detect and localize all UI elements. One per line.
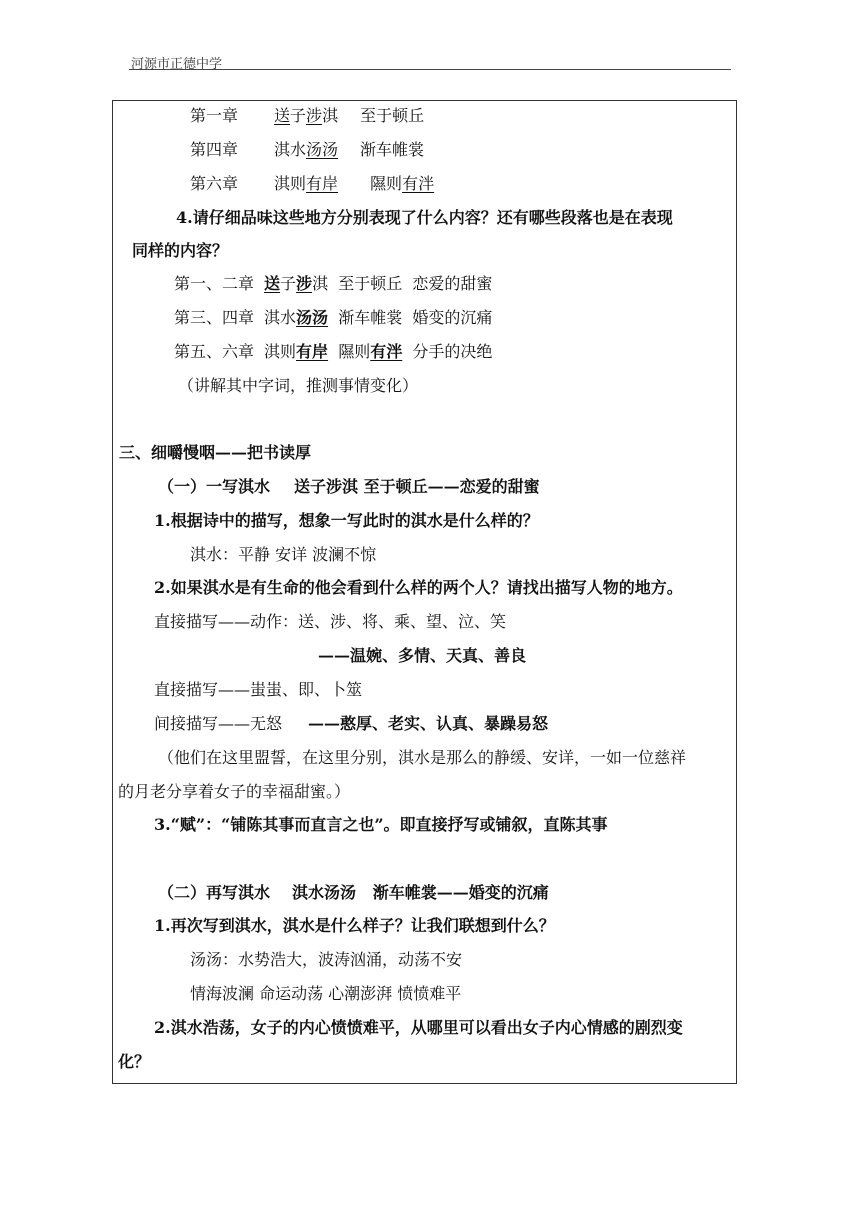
chapter-label: 第一、二章 — [174, 274, 255, 293]
chapter-4-line — [190, 140, 424, 160]
text: 间接描写——无怒 — [154, 714, 283, 733]
header-divider — [129, 69, 731, 70]
chapter-6-line — [190, 174, 434, 194]
text: 淇 — [322, 106, 339, 125]
s1-answer-1: 淇水：平静 安详 波澜不惊 — [190, 545, 377, 564]
text: 淇则 — [264, 342, 297, 361]
subsection-2-heading — [158, 883, 549, 903]
text: 隰则 — [328, 342, 371, 361]
s2-answer-1: 汤汤：水势浩大，波涛汹涌，动荡不安 — [190, 950, 463, 969]
s1-direct-desc-1: 直接描写——动作：送、涉、将、乘、望、泣、笑 — [154, 612, 507, 631]
text: 淇水 — [264, 308, 297, 327]
keyword-underlined: 有泮 — [370, 342, 403, 361]
keyword-underlined: 汤汤 — [296, 308, 329, 327]
text: 至于顿丘 — [360, 106, 425, 125]
text: 子 — [280, 274, 297, 293]
s2-question-2-line1: 2.淇水浩荡，女子的内心愤愤难平，从哪里可以看出女子内心情感的剧烈变 — [154, 1018, 683, 1037]
subsection-subtitle: 淇水汤汤 渐车帷裳——婚变的沉痛 — [292, 883, 549, 902]
keyword-underlined: 有岸 — [306, 174, 339, 193]
text: 淇水 — [274, 140, 307, 159]
text: 淇则 — [274, 174, 307, 193]
chapter-label: 第三、四章 — [174, 308, 255, 327]
teaching-note: （讲解其中字词，推测事情变化） — [178, 376, 419, 395]
keyword-underlined: 涉 — [306, 106, 323, 125]
answer-ch5-6 — [174, 342, 492, 362]
text: 隰则 — [370, 174, 403, 193]
s1-question-3: 3.“赋”：“铺陈其事而直言之也”。即直接抒写或铺叙，直陈其事 — [154, 815, 608, 834]
s1-direct-desc-2: 直接描写——蚩蚩、即、卜筮 — [154, 680, 363, 699]
subsection-title: （二）再写淇水 — [158, 883, 271, 902]
s1-question-1: 1.根据诗中的描写，想象一写此时的淇水是什么样的？ — [154, 511, 539, 530]
chapter-label: 第五、六章 — [174, 342, 255, 361]
s2-question-1: 1.再次写到淇水，淇水是什么样子？让我们联想到什么？ — [154, 916, 555, 935]
text: 渐车帷裳 — [360, 140, 425, 159]
question-4-line1: 4.请仔细品味这些地方分别表现了什么内容？还有哪些段落也是在表现 — [176, 208, 673, 227]
text: 渐车帷裳 婚变的沉痛 — [328, 308, 493, 327]
s1-indirect-desc — [154, 714, 548, 734]
keyword-underlined: 汤汤 — [306, 140, 339, 159]
header-school-name: 河源市正德中学 — [131, 57, 223, 72]
text: 子 — [290, 106, 307, 125]
s1-paragraph-line1: （他们在这里盟誓，在这里分别，淇水是那么的静缓、安详，一如一位慈祥 — [158, 748, 687, 767]
subsection-title: （一）一写淇水 — [158, 477, 271, 496]
s1-question-2: 2.如果淇水是有生命的他会看到什么样的两个人？请找出描写人物的地方。 — [154, 578, 683, 597]
text: 淇 至于顿丘 恋爱的甜蜜 — [312, 274, 493, 293]
s1-paragraph-line2: 的月老分享着女子的幸福甜蜜。） — [118, 782, 351, 801]
section-3-heading: 三、细嚼慢咽——把书读厚 — [119, 443, 312, 462]
s2-question-2-line2: 化？ — [118, 1052, 151, 1071]
answer-ch3-4 — [174, 308, 492, 328]
chapter-1-line — [190, 106, 424, 126]
keyword-underlined: 有岸 — [296, 342, 329, 361]
answer-ch1-2 — [174, 274, 492, 294]
chapter-label: 第一章 — [190, 106, 239, 125]
keyword-underlined: 涉 — [296, 274, 313, 293]
keyword-underlined: 送 — [264, 274, 281, 293]
chapter-label: 第六章 — [190, 174, 239, 193]
s2-answer-2: 情海波澜 命运动荡 心潮澎湃 愤愤难平 — [190, 984, 462, 1003]
text: 分手的决绝 — [402, 342, 493, 361]
s1-direct-desc-1-traits: ——温婉、多情、天真、善良 — [318, 646, 527, 665]
subsection-subtitle: 送子涉淇 至于顿丘——恋爱的甜蜜 — [294, 477, 540, 496]
traits: ——憨厚、老实、认真、暴躁易怒 — [308, 714, 549, 733]
subsection-1-heading — [158, 477, 540, 497]
keyword-underlined: 有泮 — [402, 174, 435, 193]
question-4-line2: 同样的内容？ — [132, 241, 229, 260]
keyword-underlined: 送 — [274, 106, 291, 125]
chapter-label: 第四章 — [190, 140, 239, 159]
